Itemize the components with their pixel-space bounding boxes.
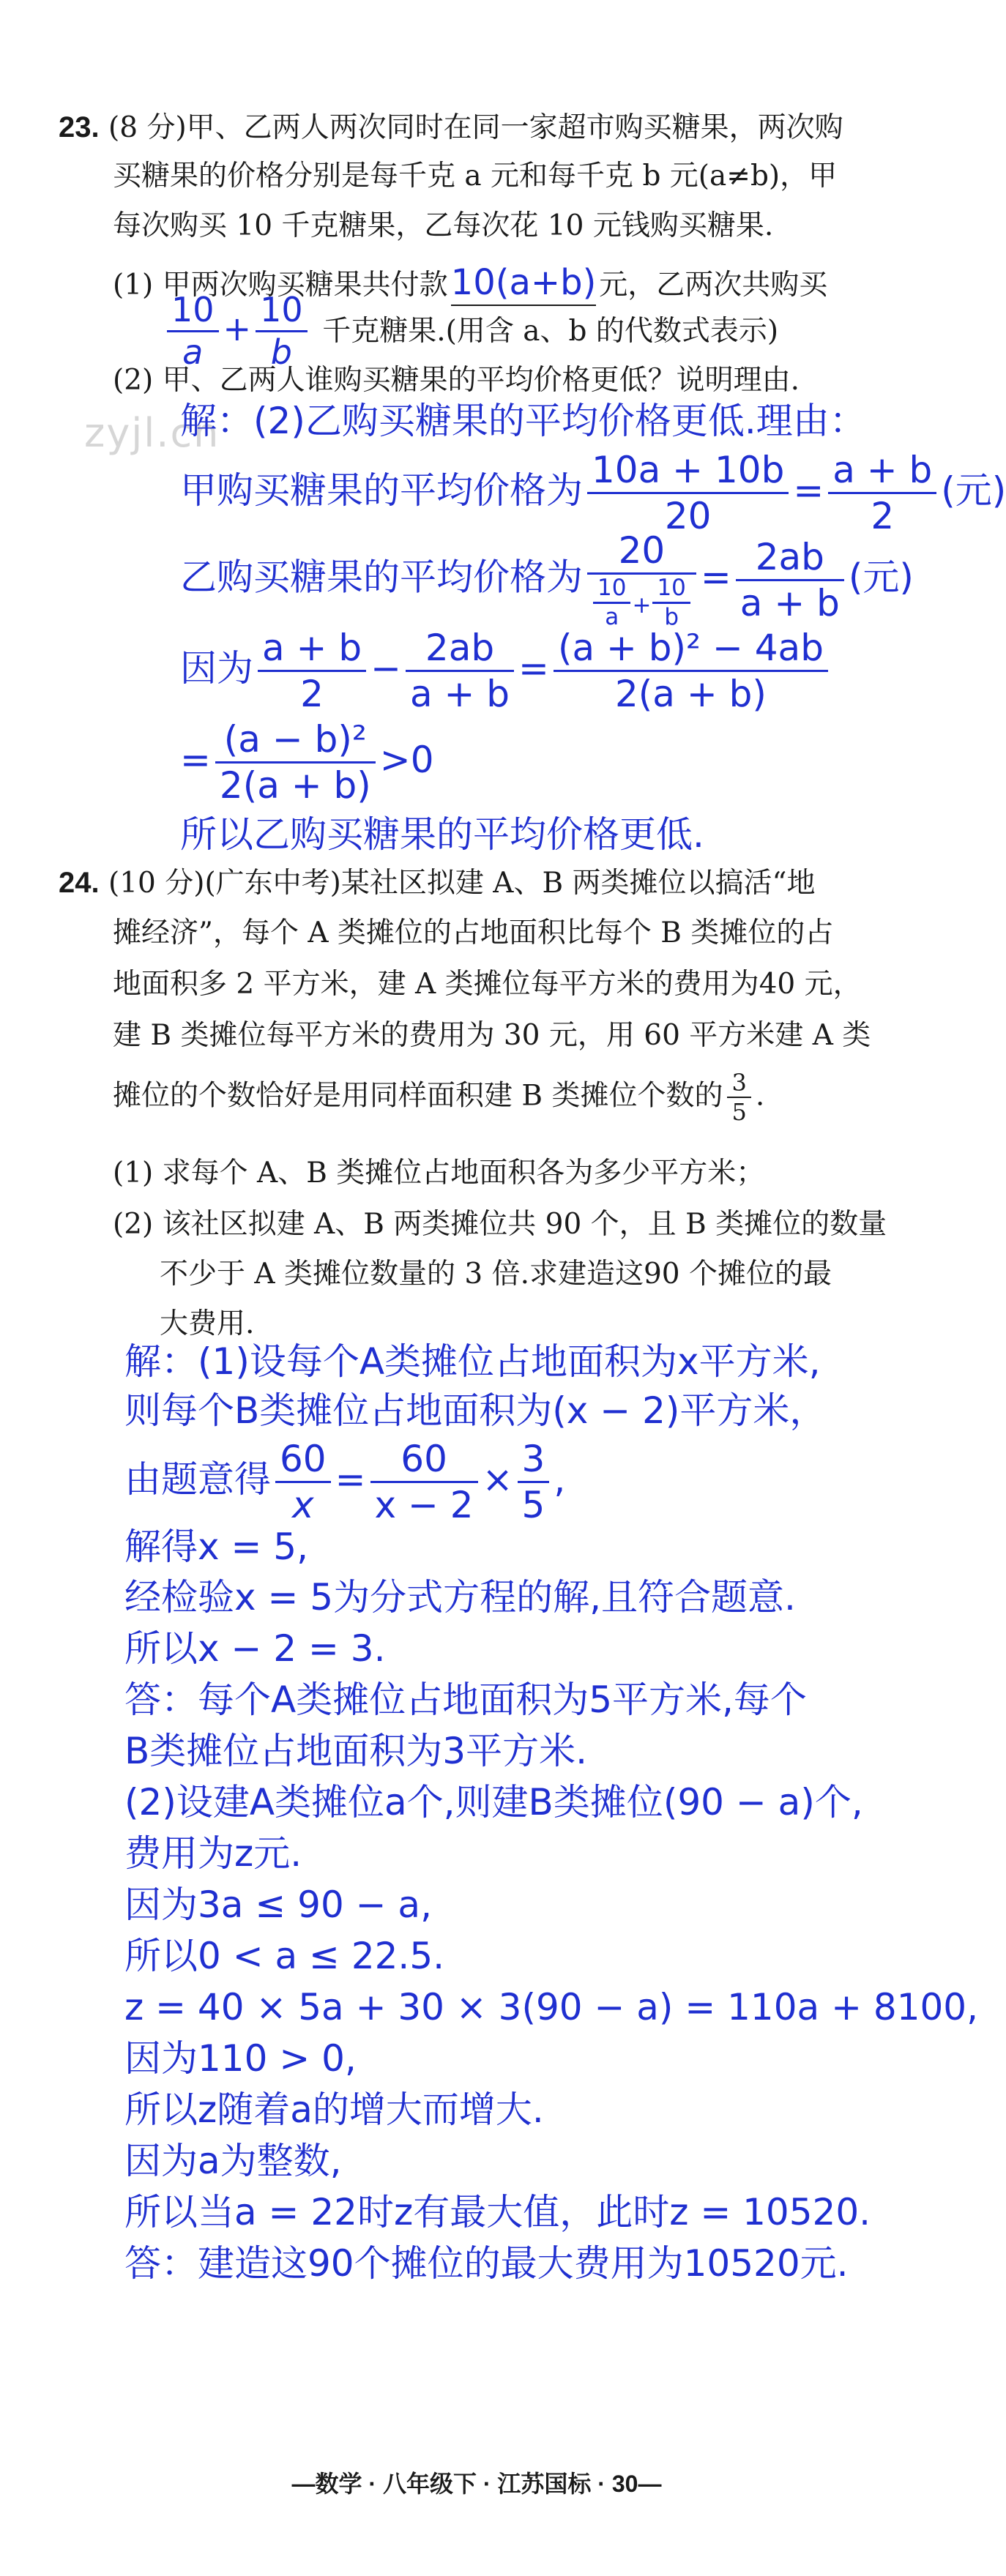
- q23-stem-line-2: 买糖果的价格分别是每千克 a 元和每千克 b 元(a≠b)，甲: [113, 160, 838, 193]
- q23-stem-line-3: 每次购买 10 千克糖果，乙每次花 10 元钱购买糖果.: [113, 209, 774, 242]
- q24-solution-line-13: z = 40 × 5a + 30 × 3(90 − a) = 110a + 8100,: [124, 1986, 979, 2028]
- q24-stem-line-5: 摊位的个数恰好是用同样面积建 B 类摊位个数的 $\frac{3}{5}$ .: [113, 1069, 765, 1127]
- q24-number: 24.: [59, 867, 100, 899]
- q23-answer-amount: $\frac{10}{a}$ + $\frac{10}{b}$: [163, 309, 322, 348]
- q23-solution-yi: 乙购买糖果的平均价格为 20 $\frac{10}{a}$ + $\frac{10}{b}$ = $\frac{2ab}{a + b}$ (元): [180, 529, 914, 631]
- q24-solution-line-10: 费用为z元.: [124, 1832, 302, 1875]
- q23-solution-conclusion: 所以乙购买糖果的平均价格更低.: [180, 813, 704, 856]
- q24-solution-line-11: 因为3a ≤ 90 − a,: [124, 1884, 432, 1926]
- q24-solution-line-7: 答：每个A类摊位占地面积为5平方米,每个: [124, 1679, 807, 1721]
- q24-solution-line-16: 因为a为整数,: [124, 2140, 342, 2182]
- q24-solution-line-6: 所以x − 2 = 3.: [124, 1627, 386, 1670]
- q24-solution-line-18: 答：建造这90个摊位的最大费用为10520元.: [124, 2242, 849, 2285]
- q24-stem-line-2: 摊经济”，每个 A 类摊位的占地面积比每个 B 类摊位的占: [113, 916, 834, 949]
- q24-stem-line-3: 地面积多 2 平方米，建 A 类摊位每平方米的费用为40 元，: [113, 968, 862, 1001]
- q23-part1-line: (1) 甲两次购买糖果共付款10(a+b) 元，乙两次共购买: [113, 262, 827, 306]
- q24-part2-line-2: 不少于 A 类摊位数量的 3 倍.求建造这90 个摊位的最: [160, 1258, 832, 1291]
- q24-solution-line-4: 解得x = 5,: [124, 1526, 308, 1568]
- watermark: zyjl.cn: [84, 410, 220, 456]
- q24-solution-line-14: 因为110 > 0,: [124, 2037, 357, 2080]
- q23-stem-line-1: 23. (8 分)甲、乙两人两次同时在同一家超市购买糖果，两次购: [59, 111, 843, 144]
- q24-solution-line-17: 所以当a = 22时z有最大值，此时z = 10520.: [124, 2191, 871, 2233]
- q24-stem-line-4: 建 B 类摊位每平方米的费用为 30 元，用 60 平方米建 A 类: [113, 1019, 871, 1052]
- q24-part2-line-1: (2) 该社区拟建 A、B 两类摊位共 90 个，且 B 类摊位的数量: [113, 1208, 887, 1241]
- q24-solution-line-15: 所以z随着a的增大而增大.: [124, 2088, 544, 2131]
- q24-stem-line-1: 24. (10 分)(广东中考)某社区拟建 A、B 两类摊位以搞活“地: [59, 867, 816, 900]
- q24-solution-line-1: 解：(1)设每个A类摊位占地面积为x平方米,: [124, 1340, 821, 1383]
- q24-solution-line-12: 所以0 < a ≤ 22.5.: [124, 1935, 445, 1977]
- q23-part2-line: (2) 甲、乙两人谁购买糖果的平均价格更低？说明理由.: [113, 364, 800, 397]
- q23-answer-payment: 10(a+b): [450, 262, 597, 303]
- q24-solution-line-2: 则每个B类摊位占地面积为(x − 2)平方米，: [124, 1389, 827, 1432]
- q24-part1-line: (1) 求每个 A、B 类摊位占地面积各为多少平方米；: [113, 1157, 765, 1190]
- q23-solution-compare: 因为 $\frac{a + b}{2}$ − $\frac{2ab}{a + b}$ = $\frac{\text{(a + b)² − 4ab}}{2(a + b)}$: [180, 626, 832, 716]
- q23-solution-result: = $\frac{\text{(a − b)²}}{2(a + b)}$ >0: [180, 718, 434, 807]
- q23-solution-jia: 甲购买糖果的平均价格为 $\frac{10a + 10b}{20}$ = $\frac{a + b}{2}$ (元): [180, 449, 1006, 537]
- q24-solution-line-8: B类摊位占地面积为3平方米.: [124, 1730, 588, 1772]
- q23-solution-intro: 解：(2)乙购买糖果的平均价格更低.理由：: [180, 400, 866, 442]
- q23-number: 23.: [59, 111, 100, 143]
- q24-solution-line-5: 经检验x = 5为分式方程的解,且符合题意.: [124, 1576, 796, 1619]
- q23-part1-line-2: $\frac{10}{a}$ + $\frac{10}{b}$ 千克糖果.(用含 a、b 的代数式表示): [163, 290, 778, 373]
- q24-part2-line-3: 大费用.: [160, 1307, 255, 1340]
- q24-solution-equation: 由题意得 $\frac{60}{x}$ = $\frac{60}{x - 2}$ × $\frac{3}{5}$ ,: [124, 1438, 566, 1526]
- page-footer: —数学 · 八年级下 · 江苏国标 · 30—: [291, 2471, 662, 2497]
- q24-solution-line-9: (2)设建A类摊位a个,则建B类摊位(90 − a)个,: [124, 1781, 863, 1823]
